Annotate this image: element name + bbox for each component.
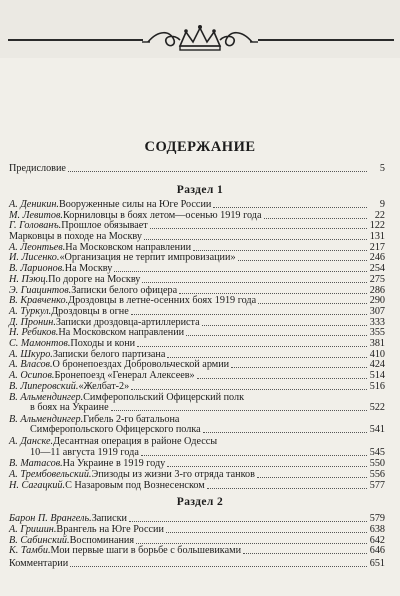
entry-page: 579 <box>369 513 385 524</box>
entry-author: Барон П. Врангель. <box>9 513 92 524</box>
entry-title: Бронепоезд «Генерал Алексеев» <box>54 370 195 381</box>
entry-title: Записки белого партизана <box>52 349 166 360</box>
entry-page: 217 <box>369 242 385 253</box>
entry-author: А. Гришин. <box>9 524 57 535</box>
toc-entry <box>9 479 385 492</box>
entry-author: А. Власов. <box>9 359 53 370</box>
entry-title: Записки дроздовца-артиллериста <box>55 317 200 328</box>
entry-author: А. Туркул. <box>9 306 52 317</box>
entry-page: 541 <box>369 424 385 435</box>
entry-title: С Назаровым под Вознесенском <box>65 480 205 491</box>
entry-author: В. Липеровский. <box>9 381 79 392</box>
entry-page: 5 <box>379 163 385 174</box>
entry-page: 246 <box>369 252 385 263</box>
entry-page: 410 <box>369 349 385 360</box>
entry-title: На Московском направлении <box>58 327 185 338</box>
header-rule-left <box>8 39 143 41</box>
dot-leader <box>167 466 367 467</box>
entry-page: 333 <box>369 317 385 328</box>
dot-leader <box>70 566 367 567</box>
dot-leader <box>137 346 367 347</box>
entry-author: Г. Голованъ. <box>9 220 62 231</box>
entry-page: 556 <box>369 469 385 480</box>
entry-author: В. Сабинский. <box>9 535 70 546</box>
entry-author: В. Матасов. <box>9 458 63 469</box>
entry-title: Вооруженные силы на Юге России <box>58 199 212 210</box>
entry-title: в боях на Украине <box>30 402 109 413</box>
dot-leader <box>197 378 367 379</box>
entry-page: 514 <box>369 370 385 381</box>
dot-leader <box>238 260 367 261</box>
entry-page: 642 <box>369 535 385 546</box>
entry-page: 424 <box>369 359 385 370</box>
entry-title: «Организация не терпит импровизации» <box>59 252 236 263</box>
entry-author: А. Деникин. <box>9 199 59 210</box>
entry-title: Гибель 2-го батальона <box>83 414 180 425</box>
entry-author: А. Данске. <box>9 436 54 447</box>
dot-leader <box>144 239 367 240</box>
entry-page: 131 <box>369 231 385 242</box>
entry-author: И. Лисенко. <box>9 252 60 263</box>
entry-title: На Москву <box>64 263 113 274</box>
entry-author: А. Леонтьев. <box>9 242 66 253</box>
dot-leader <box>131 389 367 390</box>
section-heading: Раздел 1 <box>176 184 224 196</box>
entry-page: 254 <box>369 263 385 274</box>
entry-page: 290 <box>369 295 385 306</box>
entry-page: 9 <box>379 199 385 210</box>
entry-page: 355 <box>369 327 385 338</box>
toc-entry-comments <box>9 557 385 570</box>
entry-page: 22 <box>374 210 385 221</box>
entry-title: Дроздовцы в огне <box>51 306 129 317</box>
entry-author: Н. Сагацкий. <box>9 480 66 491</box>
crown-ornament-icon <box>140 22 260 56</box>
entry-author: Д. Пронин. <box>9 317 56 328</box>
entry-title: На Московском направлении <box>65 242 192 253</box>
entry-author: В. Альмендингер. <box>9 392 84 403</box>
entry-author: С. Мамонтов. <box>9 338 71 349</box>
entry-title: Воспоминания <box>69 535 135 546</box>
entry-page: 516 <box>369 381 385 392</box>
dot-leader <box>207 488 367 489</box>
entry-page: 286 <box>369 285 385 296</box>
dot-leader <box>243 553 367 554</box>
header-rule-right <box>258 39 394 41</box>
entry-title: Прошлое обязывает <box>61 220 148 231</box>
entry-author: А. Трембовельский. <box>9 469 92 480</box>
entry-page: 577 <box>369 480 385 491</box>
entry-title: Предисловие <box>9 163 66 174</box>
dot-leader <box>131 314 367 315</box>
entry-title: На Украине в 1919 году <box>62 458 166 469</box>
entry-title: По дороге на Москву <box>48 274 141 285</box>
dot-leader <box>213 207 367 208</box>
entry-title: Симферопольский Офицерский полк <box>83 392 245 403</box>
entry-author: Э. Гиацинтов. <box>9 285 72 296</box>
entry-title: Марковцы в походе на Москву <box>9 231 142 242</box>
entry-author: К. Тамби. <box>9 545 51 556</box>
entry-title: Комментарии <box>9 558 69 569</box>
page-header <box>0 0 400 58</box>
entry-author: М. Левитов. <box>9 210 63 221</box>
entry-title: Записки белого офицера <box>71 285 178 296</box>
entry-author: В. Ларионов. <box>9 263 65 274</box>
entry-author: В. Альмендингер. <box>9 414 84 425</box>
entry-title: Врангель на Юге России <box>56 524 164 535</box>
entry-page: 307 <box>369 306 385 317</box>
entry-title: Симферопольского Офицерского полка <box>30 424 201 435</box>
entry-page: 638 <box>369 524 385 535</box>
entry-page: 651 <box>369 558 385 569</box>
dot-leader <box>141 455 367 456</box>
dot-leader <box>231 367 367 368</box>
entry-page: 550 <box>369 458 385 469</box>
dot-leader <box>186 335 367 336</box>
entry-title: Записки <box>91 513 128 524</box>
entry-author: А. Осипов. <box>9 370 55 381</box>
dot-leader <box>166 532 367 533</box>
dot-leader <box>129 521 367 522</box>
entry-title: Десантная операция в районе Одессы <box>53 436 218 447</box>
entry-title: Корниловцы в боях летом—осенью 1919 года <box>62 210 262 221</box>
dot-leader <box>203 432 367 433</box>
dot-leader <box>257 477 367 478</box>
entry-title: Походы и кони <box>70 338 136 349</box>
entry-author: В. Кравченко. <box>9 295 69 306</box>
toc-entry <box>9 544 385 557</box>
entry-title: 10—11 августа 1919 года <box>30 447 139 458</box>
entry-page: 522 <box>369 402 385 413</box>
entry-title: О бронепоездах Добровольческой армии <box>52 359 230 370</box>
entry-title: Мои первые шаги в борьбе с большевиками <box>50 545 242 556</box>
entry-author: Н. Ребиков. <box>9 327 59 338</box>
entry-page: 275 <box>369 274 385 285</box>
dot-leader <box>258 303 367 304</box>
dot-leader <box>114 271 367 272</box>
dot-leader <box>68 171 367 172</box>
entry-title: Дроздовцы в летне-осенних боях 1919 года <box>68 295 257 306</box>
section-heading: Раздел 2 <box>176 496 224 508</box>
entry-author: Н. Пэюц. <box>9 274 49 285</box>
dot-leader <box>111 410 367 411</box>
entry-page: 545 <box>369 447 385 458</box>
entry-author: А. Шкуро. <box>9 349 53 360</box>
entry-title: Эпизоды из жизни 3-го отряда танков <box>91 469 255 480</box>
entry-page: 646 <box>369 545 385 556</box>
entry-page: 122 <box>369 220 385 231</box>
dot-leader <box>142 282 367 283</box>
entry-page: 381 <box>369 338 385 349</box>
dot-leader <box>150 228 367 229</box>
toc-entry-preface <box>9 162 385 175</box>
entry-title: «Желбат-2» <box>78 381 130 392</box>
page-title: СОДЕРЖАНИЕ <box>144 139 256 155</box>
